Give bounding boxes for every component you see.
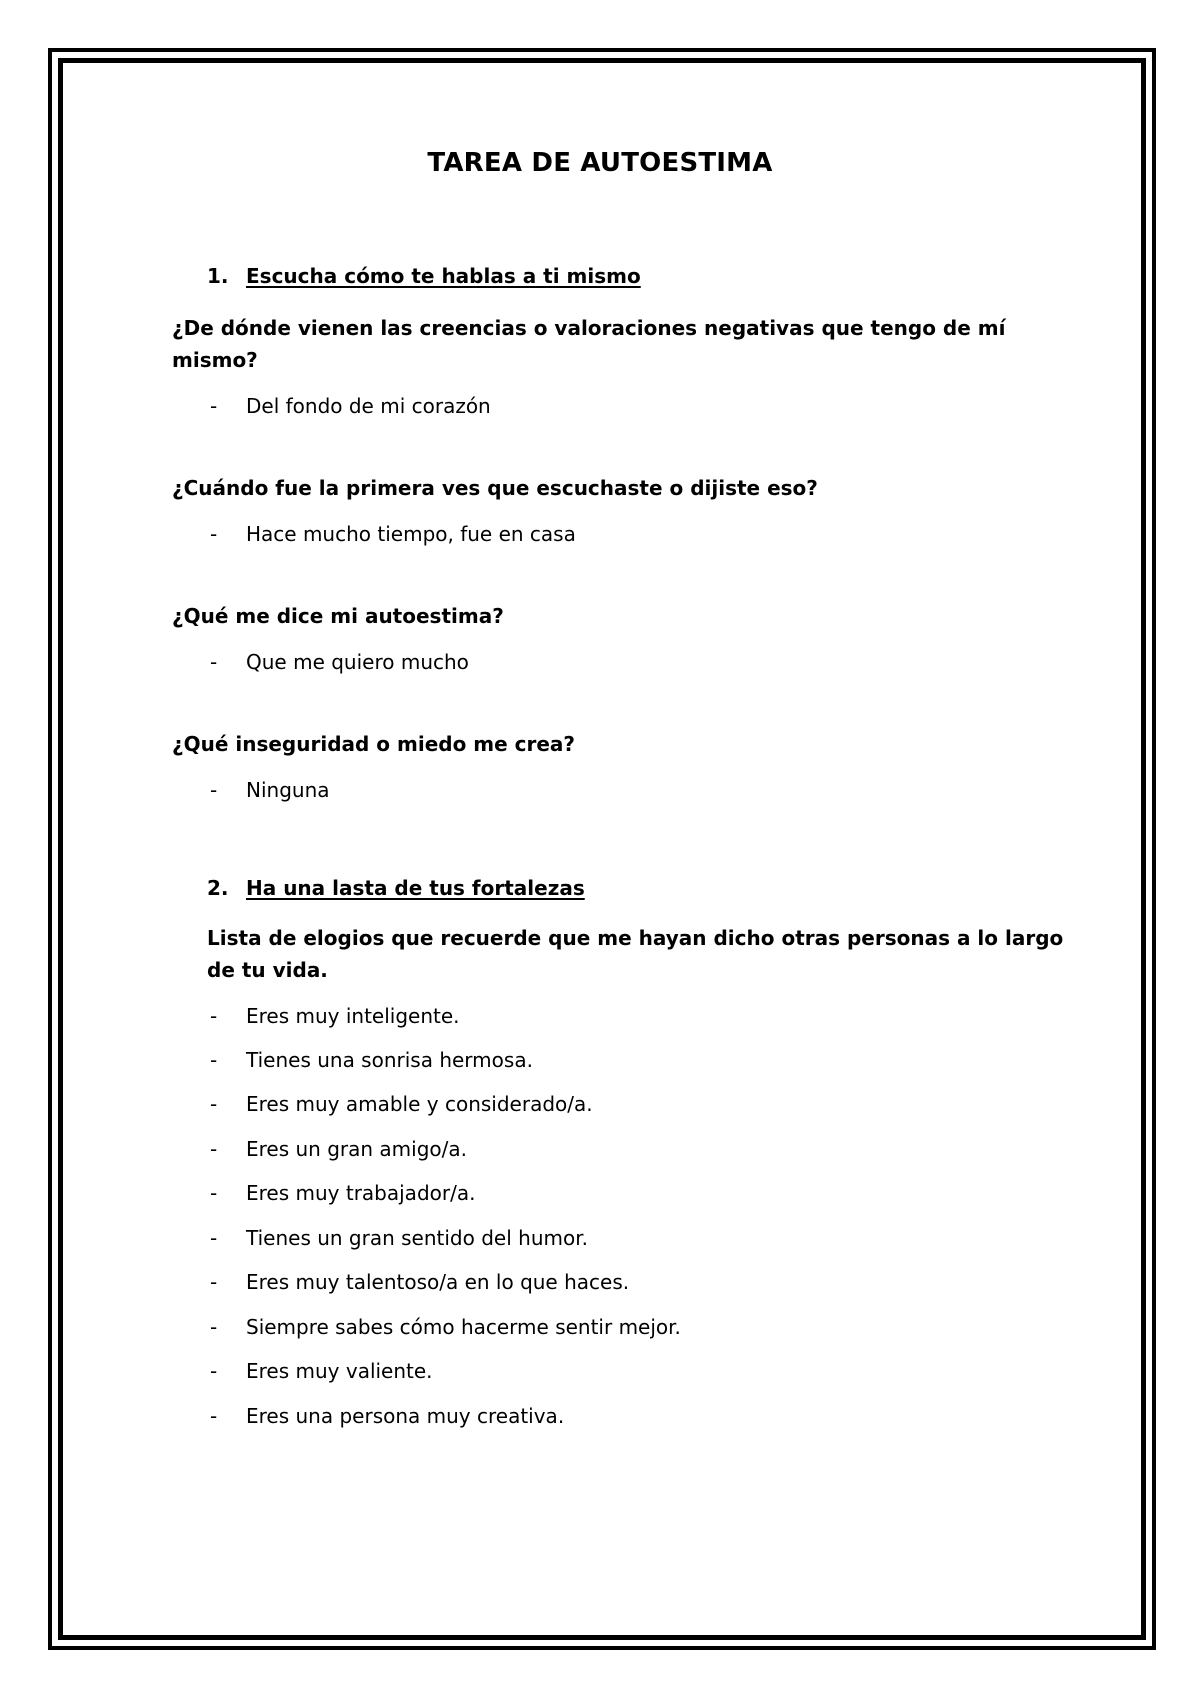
answer-2-text: Hace mucho tiempo, fue en casa (246, 522, 576, 546)
question-3 (172, 600, 504, 632)
bullet-dash: - (210, 1004, 218, 1028)
bullet-dash: - (210, 1181, 218, 1205)
section-2-number: 2. (207, 876, 229, 900)
question-1-line-2: mismo? (172, 348, 258, 372)
bullet-dash: - (210, 1092, 218, 1116)
list-item-text: Eres muy talentoso/a en lo que haces. (246, 1270, 630, 1294)
bullet-dash: - (210, 522, 218, 546)
question-4-line-1: ¿Qué inseguridad o miedo me crea? (172, 732, 576, 756)
list-item-text: Tienes una sonrisa hermosa. (246, 1048, 533, 1072)
bullet-dash: - (210, 1226, 218, 1250)
bullet-dash: - (210, 394, 218, 418)
list-item-text: Eres una persona muy creativa. (246, 1404, 565, 1428)
question-1 (172, 312, 1005, 376)
bullet-dash: - (210, 1270, 218, 1294)
bullet-dash: - (210, 1404, 218, 1428)
section-2-question-line-2: de tu vida. (207, 958, 328, 982)
section-2-question (207, 922, 1063, 986)
bullet-dash: - (210, 1315, 218, 1339)
list-item-text: Tienes un gran sentido del humor. (246, 1226, 588, 1250)
list-item-text: Eres muy amable y considerado/a. (246, 1092, 593, 1116)
question-1-line-1: ¿De dónde vienen las creencias o valoraciones negativas que tengo de mí (172, 316, 1006, 340)
list-item-text: Eres un gran amigo/a. (246, 1137, 467, 1161)
section-2-title: Ha una lasta de tus fortalezas (246, 876, 585, 900)
question-2-line-1: ¿Cuándo fue la primera ves que escuchaste o dijiste eso? (172, 476, 818, 500)
page-border-inner (58, 58, 1146, 1640)
question-2 (172, 472, 818, 504)
bullet-dash: - (210, 1359, 218, 1383)
section-2-question-line-1: Lista de elogios que recuerde que me hayan dicho otras personas a lo largo (207, 926, 1064, 950)
answer-3-text: Que me quiero mucho (246, 650, 469, 674)
question-3-line-1: ¿Qué me dice mi autoestima? (172, 604, 504, 628)
section-1-title: Escucha cómo te hablas a ti mismo (246, 264, 641, 288)
list-item-text: Eres muy trabajador/a. (246, 1181, 476, 1205)
list-item-text: Siempre sabes cómo hacerme sentir mejor. (246, 1315, 681, 1339)
section-1-number: 1. (207, 264, 229, 288)
document-title: TAREA DE AUTOESTIMA (427, 148, 773, 178)
question-4 (172, 728, 575, 760)
bullet-dash: - (210, 1137, 218, 1161)
list-item-text: Eres muy valiente. (246, 1359, 433, 1383)
list-item-text: Eres muy inteligente. (246, 1004, 460, 1028)
bullet-dash: - (210, 778, 218, 802)
answer-4-text: Ninguna (246, 778, 330, 802)
bullet-dash: - (210, 650, 218, 674)
bullet-dash: - (210, 1048, 218, 1072)
answer-1-text: Del fondo de mi corazón (246, 394, 491, 418)
